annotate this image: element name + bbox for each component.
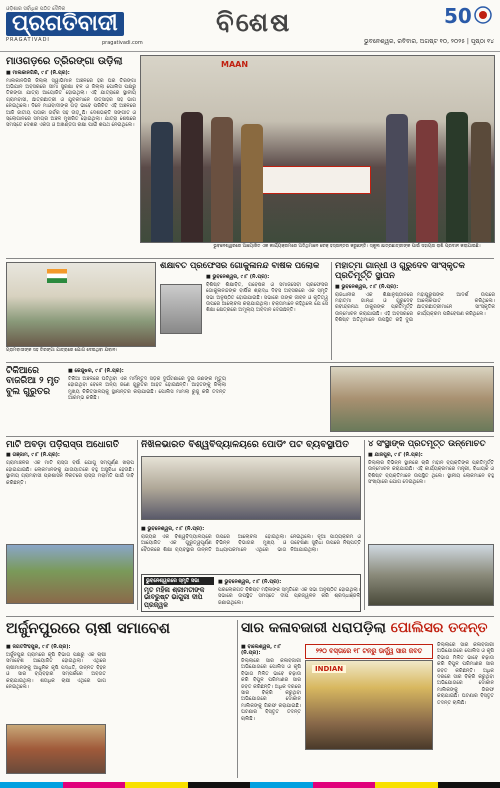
- article-byline: ■ ଜଗତସିଂହପୁର, ୯।୮ (ନି.ପ୍ର):: [6, 644, 71, 650]
- portrait-photo: [160, 284, 202, 334]
- anniversary-emblem: [444, 4, 492, 36]
- article-road: [6, 440, 134, 540]
- article-byline: ■ ଭୁବନେଶ୍ୱର, ୯।୮ (ନି.ପ୍ର):: [218, 579, 282, 585]
- article-body: ମାଲକାନଗିରି ଜିଲ୍ଲା ସ୍ୱାଭିମାନ ଅଞ୍ଚଳରେ ହର ଘର ତିରଙ୍ଗା ଅଭିଯାନ ଅବସରରେ ସୀମା ସୁରକ୍ଷା ବଳ ଓ ଜିଲ୍ଲା ପୋଲିସ ପକ୍ଷରୁ ତିରଙ୍ଗା ଯାତ୍ରା ଆୟୋଜିତ ହୋଇଥିଲା। ଏହି ଯାତ୍ରାରେ ସ୍ଥାନୀୟ ଗ୍ରାମବାସୀ, ଛାତ୍ରଛାତ୍ରୀ ଓ ଯୁବକମାନେ ଉତ୍ସାହର ସହ ଭାଗ ନେଇଥିଲେ। ଦିନେ ମାଓବାଦୀଙ୍କ ଗଡ଼ ଭାବେ ପରିଚିତ ଏହି ଅଞ୍ଚଳରେ ଆଜି ଜାତୀୟ ପତାକା ଗର୍ବର ସହ ଉଡ଼ୁଛି। ଦେଶଭକ୍ତି ସଙ୍ଗୀତ ଓ ସ୍ଲୋଗାନରେ ସମଗ୍ର ଅଞ୍ଚଳ ମୁଖରିତ ହୋଇଥିଲା। ଯାତ୍ରା ଶେଷରେ ସମସ୍ତେ ଦେଶର ଏକତା ଓ ଅଖଣ୍ଡତା ରକ୍ଷା ପାଇଁ ଶପଥ ନେଇଥିଲେ।: [6, 77, 136, 129]
- article-byline: ■ ଗଞ୍ଜାମ, ୯।୮ (ନି.ପ୍ର):: [6, 452, 60, 459]
- farmers-photo: [6, 724, 106, 774]
- section-title: ବିଶେଷ: [216, 8, 292, 38]
- logo-url: pragativadi.com: [102, 40, 143, 46]
- event-photo-caption: ଭୁବନେଶ୍ୱରରେ ଆୟୋଜିତ ଏକ କାର୍ଯ୍ୟକ୍ରମରେ ଅତିଥିମାନେ ଚେକ୍ ହସ୍ତାନ୍ତର କରୁଛନ୍ତି। ସ୍କୁଲ ଛାତ୍ରଛାତ୍ରୀଙ୍କ ପାଇଁ ସହାୟତା ରାଶି ପ୍ରଦାନ କରାଯାଇଛି।: [213, 244, 481, 249]
- garden-photo: [330, 366, 494, 432]
- article-headline: ୪ ସଂସ୍ଥାଙ୍କ ପ୍ରତିମୂର୍ତ୍ତି ଉନ୍ମୋଚିତ: [368, 440, 486, 449]
- article-body: ରାଜଧାନୀର ଏକ ଶିକ୍ଷାନୁଷ୍ଠାନରେ ମହାତ୍ମା ଗାନ୍ଧୀ ଓ ଗୁରୁଦେବ ରବୀନ୍ଦ୍ରନାଥ ଠାକୁରଙ୍କ ପ୍ରତିମୂର୍ତ୍ତି ଉନ୍ମୋଚନ କରାଯାଇଛି। ଏହି ଅବସରରେ ବିଶିଷ୍ଟ ଅତିଥିମାନେ ଉପସ୍ଥିତ ରହି ଦୁଇ ମହାପୁରୁଷଙ୍କ ଆଦର୍ଶ ଉପରେ ଆଲୋକପାତ କରିଥିଲେ। ଛାତ୍ରଛାତ୍ରୀମାନେ ସାଂସ୍କୃତିକ କାର୍ଯ୍ୟକ୍ରମ ପରିବେଷଣ କରିଥିଲେ।: [335, 291, 495, 324]
- newspaper-logo[interactable]: [6, 6, 174, 46]
- article-statues: [368, 440, 494, 610]
- article-byline: ■ ଭୁବନେଶ୍ୱର, ୯।୮ (ନି.ପ୍ର):: [335, 283, 399, 290]
- cheque-board: [261, 166, 371, 194]
- fertilizer-photo: [305, 660, 433, 750]
- meeting-photo: [141, 456, 361, 520]
- seizure-inset: ୨୨୦ ବସ୍ତାରେ ୧୮ ଟନରୁ ଊର୍ଦ୍ଧ୍ୱ ସାର ଜବତ: [305, 644, 433, 659]
- article-tricolour: [6, 56, 136, 256]
- article-body: ଅର୍ଜୁନପୁର ଗ୍ରାମରେ କୃଷି ବିଭାଗ ପକ୍ଷରୁ ଏକ ଚାଷୀ ସମାବେଶ ଆୟୋଜିତ ହୋଇଥିଲା। ଏଥିରେ ଚାଷୀମାନଙ୍କୁ ଆଧୁନିକ କୃଷି ପଦ୍ଧତି, ଉନ୍ନତ ବିହନ ଓ ସାର ବ୍ୟବହାର ସମ୍ପର୍କରେ ଅବଗତ କରାଯାଇଥିଲା। ଶତାଧିକ ଚାଷୀ ଏଥିରେ ଭାଗ ନେଇଥିଲେ।: [6, 652, 106, 691]
- flag-icon: [47, 269, 67, 283]
- article-teacher: [160, 262, 328, 360]
- event-photo: [140, 55, 495, 243]
- article-byline: ■ କେନ୍ଦୁଝର, ୯।୮ (ନି.ପ୍ର):: [68, 368, 124, 374]
- statue-photo: [368, 544, 494, 606]
- article-headline: ଅର୍ଜୁନପୁରରେ ଚାଷୀ ସମାବେଶ: [6, 620, 171, 637]
- print-registration-bar: [0, 782, 500, 788]
- logo-tagline: ଓଡ଼ିଶାର ସର୍ବାଧିକ ପଠିତ ଦୈନିକ: [6, 6, 66, 12]
- article-headline: ସାର କଳାବଜାରୀ ଧରାପଡ଼ିଲା: [241, 620, 386, 636]
- article-headline: ଶିକ୍ଷାବିତ ପ୍ରଫେସର ଗୋକୁଳାନନ୍ଦ ବାର୍ଷିକ ପଲୋକ: [160, 262, 320, 271]
- article-headline: ମାଟି ଅବଡ଼ା ପଡ଼ିରାସ୍ତା ଅଧୋଗତି: [6, 440, 120, 450]
- article-fertilizer: [241, 620, 494, 776]
- article-body: ଜିଲ୍ଲାର ବିଭିନ୍ନ ସ୍ଥାନରେ ଚାରି ମହାନ ବ୍ୟକ୍ତିଙ୍କ ପ୍ରତିମୂର୍ତ୍ତି ଉନ୍ମୋଚନ କରାଯାଇଛି। ଏହି କାର୍ଯ୍ୟକ୍ରମରେ ମନ୍ତ୍ରୀ, ବିଧାୟକ ଓ ବିଶିଷ୍ଟ ବ୍ୟକ୍ତିମାନେ ଉପସ୍ଥିତ ଥିଲେ। ସ୍ଥାନୀୟ ଲୋକମାନେ ବହୁ ସଂଖ୍ୟାରେ ଯୋଗ ଦେଇଥିଲେ।: [368, 459, 494, 485]
- dateline: ଭୁବନେଶ୍ୱର, ରବିବାର, ଅଗଷ୍ଟ ୧୦, ୨୦୨୫ | ପୃଷ୍ଠା ୧୪: [364, 38, 494, 45]
- article-byline: ■ ମାଲକାନଗିରି, ୯।୮ (ନି.ପ୍ର):: [6, 69, 70, 76]
- road-photo: [6, 544, 134, 604]
- article-body: ପରଲୋକଗତ ବିଶିଷ୍ଟ ମହିଳାଙ୍କ ସ୍ମୃତିରେ ଏକ ସଭା ଅନୁଷ୍ଠିତ ହୋଇଥିଲା। ସଭାରେ ଉପସ୍ଥିତ ସମସ୍ତେ ଦୀପ ପ୍ରଜ୍ୱଳନ କରି ଶ୍ରଦ୍ଧାଞ୍ଜଳି ଜଣାଇଥିଲେ।: [218, 587, 360, 606]
- article-body-continued: ଜିଲ୍ଲାରେ ସାର କଳାବଜାରୀ ଅଭିଯୋଗରେ ପୋଲିସ ଓ କୃଷି ବିଭାଗ ମିଳିତ ଭାବେ ଚଢ଼ାଉ କରି ବିପୁଳ ପରିମାଣର ସାର ଜବତ କରିଛନ୍ତି। ଅଧିକ ଦରରେ ସାର ବିକ୍ରି କରୁଥିବା ଅଭିଯୋଗରେ ଦୋକାନ ମାଲିକଙ୍କୁ ଗିରଫ କରାଯାଇଛି। ଘଟଣାର ବିସ୍ତୃତ ତଦନ୍ତ ଚାଲିଛି।: [437, 642, 494, 706]
- article-headline: ମାଓଗଡ଼ରେ ତ୍ରିରଙ୍ଗା ଉଡ଼ିଲା: [6, 56, 123, 67]
- logo-latin: PRAGATIVADI: [6, 37, 50, 43]
- article-body: ଗ୍ରାମାଞ୍ଚଳର ଏକ ମାଟି ରାସ୍ତା ବର୍ଷା ଯୋଗୁ ସମ୍ପୂର୍ଣ୍ଣ ଖରାପ ହୋଇଯାଇଛି। ଲୋକମାନଙ୍କୁ ଯାତାୟାତରେ ବହୁ ଅସୁବିଧା ହେଉଛି। ସ୍ଥାନୀୟ ଗ୍ରାମବାସୀ ପ୍ରଶାସନ ନିକଟରେ ରାସ୍ତା ମରାମତି ପାଇଁ ଦାବି କରିଛନ୍ତି।: [6, 460, 134, 486]
- logo-wordmark: ପ୍ରଗତିବାଦୀ: [6, 12, 124, 36]
- article-accident: [6, 366, 226, 432]
- emblem-number: 50: [444, 4, 472, 28]
- article-farmers: [6, 620, 234, 776]
- article-byline: ■ ବାଲେଶ୍ୱର, ୯।୮ (ନି.ପ୍ର):: [241, 644, 282, 656]
- article-body: ଜିଲ୍ଲାରେ ସାର କଳାବଜାରୀ ଅଭିଯୋଗରେ ପୋଲିସ ଓ କୃଷି ବିଭାଗ ମିଳିତ ଭାବେ ଚଢ଼ାଉ କରି ବିପୁଳ ପରିମାଣର ସାର ଜବତ କରିଛନ୍ତି। ଅଧିକ ଦରରେ ସାର ବିକ୍ରି କରୁଥିବା ଅଭିଯୋଗରେ ଦୋକାନ ମାଲିକଙ୍କୁ ଗିରଫ କରାଯାଇଛି। ଘଟଣାର ବିସ୍ତୃତ ତଦନ୍ତ ଚାଲିଛି।: [241, 658, 301, 722]
- article-byline: ■ ଭୁବନେଶ୍ୱର, ୯।୮ (ନି.ପ୍ର):: [206, 273, 270, 280]
- masthead: [0, 0, 500, 52]
- article-university: [141, 440, 361, 570]
- memorial-label: ଭୁବନେଶ୍ୱରରେ ସ୍ମୃତି ସଭା: [144, 577, 214, 585]
- article-memorial: [141, 574, 361, 612]
- tricolour-photo-caption: ଗ୍ରାମବାସୀଙ୍କ ସହ ତିରଙ୍ଗା ଯାତ୍ରାରେ ଯୋଗ ଦେଇଥିବା ଯବାନ।: [6, 348, 118, 353]
- article-headline-red: ପୋଲିସର ତଦନ୍ତ: [390, 620, 488, 636]
- article-headline: ମହାତ୍ମା ଗାନ୍ଧୀ ଓ ଗୁରୁଦେବ ସାଂସ୍କୃତିକ ପ୍ରତିମୂର୍ତ୍ତି ସ୍ଥାପନ: [335, 262, 465, 281]
- article-byline: ■ ଭୁବନେଶ୍ୱର, ୯।୮ (ନି.ପ୍ର):: [141, 526, 205, 532]
- banner-brand-label: MAAN: [221, 60, 249, 69]
- article-gandhi: [335, 262, 495, 360]
- article-body: ଟିକିଆ ଅଞ୍ଚଳରେ ଘଟିଥିବା ଏକ ମର୍ମନ୍ତୁଦ ସଡ଼କ ଦୁର୍ଘଟଣାରେ ଦୁଇ ଜଣଙ୍କ ମୃତ୍ୟୁ ହୋଇଥିବା ବେଳେ ଅନ୍ୟ ଜଣେ ଗୁରୁତର ଆହତ ହୋଇଛନ୍ତି। ଆହତଙ୍କୁ ଜିଲ୍ଲା ମୁଖ୍ୟ ଚିକିତ୍ସାଳୟକୁ ସ୍ଥାନାନ୍ତର କରାଯାଇଛି। ପୋଲିସ ମାମଲା ରୁଜୁ କରି ତଦନ୍ତ ଆରମ୍ଭ କରିଛି।: [68, 376, 226, 402]
- tricolour-photo: [6, 262, 156, 347]
- article-headline: ମୃତ ମହିଳା ଶ୍ରୀମତୀଙ୍କ ଭାବରୁଷ୍ଟ ଭାଗୁରୀ ଦୀପ ପ୍ରଜ୍ୱଳ: [144, 586, 205, 609]
- article-body: ବିଶିଷ୍ଟ ଶିକ୍ଷାବିତ, ଗବେଷକ ଓ ସମାଜସେବୀ ପ୍ରଫେସର ଗୋକୁଳାନନ୍ଦଙ୍କ ବାର୍ଷିକ ଶ୍ରାଦ୍ଧ ଦିବସ ଅବସରରେ ଏକ ସ୍ମୃତି ସଭା ଅନୁଷ୍ଠିତ ହୋଇଯାଇଛି। ସଭାରେ ତାଙ୍କ ଜୀବନ ଓ କୃତିତ୍ୱ ଉପରେ ଆଲୋଚନା କରାଯାଇଥିଲା। ବକ୍ତାମାନେ କହିଥିଲେ ଯେ ସେ ଶିକ୍ଷା କ୍ଷେତ୍ରରେ ଅମୂଲ୍ୟ ଅବଦାନ ଦେଇଛନ୍ତି।: [206, 281, 328, 314]
- emblem-seal-icon: [474, 6, 492, 24]
- article-headline: ନିଖିଳଭାରତ ବିଶ୍ୱବିଦ୍ୟାଳୟରେ ପୋଡିଂ ପଟ ବ୍ୟବସ୍ଥାପିତ: [141, 440, 349, 450]
- article-headline: ଟିକିଆରେ ବାଜରିଆ ୨ ମୃତ ବୁଲ ଗୁରୁତର: [6, 366, 60, 397]
- shop-sign: INDIAN: [312, 665, 346, 673]
- article-body: ରାଜ୍ୟର ଏକ ବିଶ୍ୱବିଦ୍ୟାଳୟରେ ଆୟୋଜିତ ଏକ ଗୁରୁତ୍ୱପୂର୍ଣ୍ଣ ବୈଠକରେ ଶିକ୍ଷା ବ୍ୟବସ୍ଥାର ଉନ୍ନତି ଉପରେ ଆଲୋଚନା ହୋଇଥିଲା। ବିଭିନ୍ନ ବିଭାଗର ମୁଖ୍ୟ ଓ ଅଧ୍ୟାପକମାନେ ଏଥିରେ ଭାଗ ନେଇଥିଲେ। ନୂଆ ପାଠ୍ୟକ୍ରମ ଓ ଗବେଷଣା ସୁବିଧା ଉପରେ ନିଷ୍ପତ୍ତି ନିଆଯାଇଥିଲା।: [141, 534, 361, 553]
- article-byline: ■ ଯାଜପୁର, ୯।୮ (ନି.ପ୍ର):: [368, 451, 423, 458]
